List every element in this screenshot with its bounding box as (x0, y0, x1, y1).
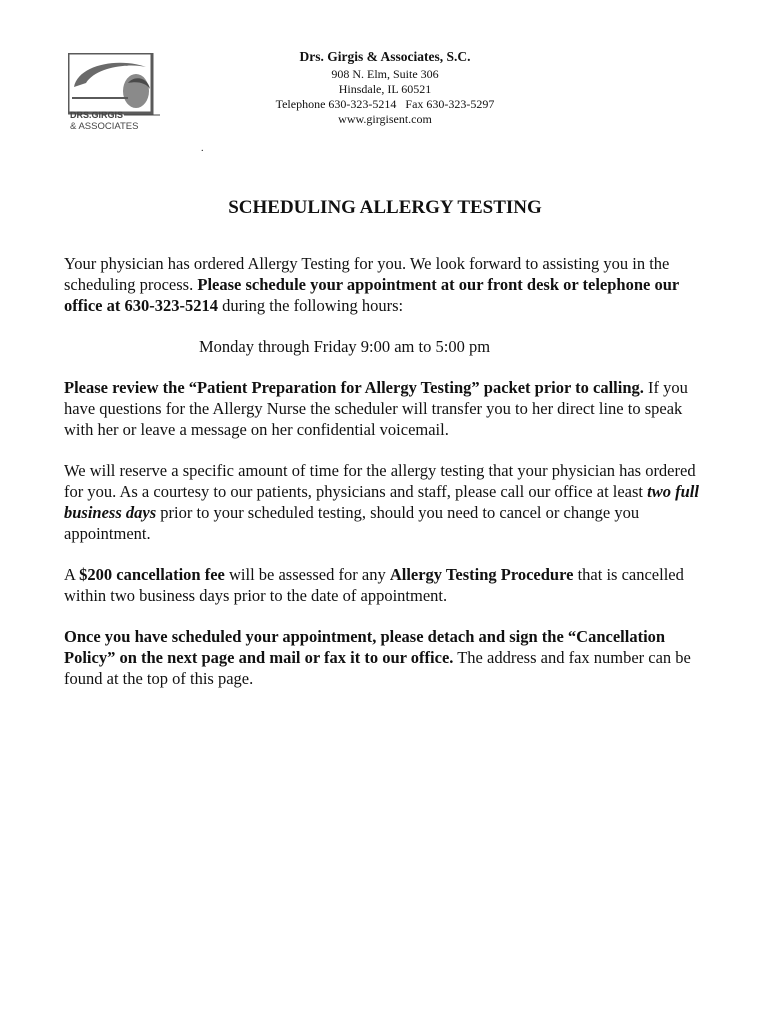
intro-text: Your physician has ordered Allergy Testing for you. We look forward to assisting you in the scheduling process. (64, 254, 670, 294)
fee-mid: will be assessed for any (224, 565, 390, 584)
paragraph-fee (64, 564, 714, 606)
practice-logo (68, 53, 162, 131)
phone-fax-line: Telephone 630-323-5214 Fax 630-323-5297 (275, 97, 495, 111)
paragraph-cancellation (64, 626, 714, 689)
fee-a: A (64, 565, 80, 584)
logo-text-line1: DRS.GIRGIS (70, 110, 124, 120)
reserve-emphasis: two full business days (64, 482, 699, 522)
logo-text-line2: & ASSOCIATES (70, 121, 139, 131)
review-tail-text: If you have questions for the Allergy Nurse the scheduler will transfer you to her direct line to speak with her or leave a message on her confidential voicemail. (64, 378, 688, 439)
paragraph-reserve (64, 460, 714, 544)
intro-bold-text: Please schedule your appointment at our front desk or telephone our office at 630-323-5214 (64, 275, 679, 315)
stray-mark: . (201, 143, 204, 154)
address-line-1: 908 N. Elm, Suite 306 (331, 67, 439, 81)
website: www.girgisent.com (338, 112, 432, 126)
office-hours: Monday through Friday 9:00 am to 5:00 pm (199, 337, 491, 356)
cancellation-tail-text: The address and fax number can be found at the top of this page. (64, 648, 691, 688)
fee-procedure: Allergy Testing Procedure (389, 565, 574, 584)
reserve-text: We will reserve a specific amount of time for the allergy testing that your physician has ordered for you. As a courtesy to our patients, physicians and staff, please call our office at least (64, 461, 696, 501)
review-bold-text: Please review the “Patient Preparation for Allergy Testing” packet prior to calling. (64, 378, 644, 397)
address-line-2: Hinsdale, IL 60521 (338, 82, 432, 96)
paragraph-intro (64, 253, 714, 316)
fee-amount: $200 cancellation fee (79, 565, 225, 584)
paragraph-review (64, 377, 714, 440)
reserve-tail-text: prior to your scheduled testing, should you need to cancel or change you appointment. (64, 503, 640, 543)
cancellation-bold-text: Once you have scheduled your appointment, please detach and sign the “Cancellation Policy” on the next page and mail or fax it to our office. (64, 627, 666, 667)
intro-tail-text: during the following hours: (217, 296, 404, 315)
fee-tail: that is cancelled within two business days prior to the date of appointment. (64, 565, 684, 605)
page-title: SCHEDULING ALLERGY TESTING (228, 197, 542, 218)
letterhead (240, 48, 530, 127)
firm-name: Drs. Girgis & Associates, S.C. (299, 49, 471, 64)
